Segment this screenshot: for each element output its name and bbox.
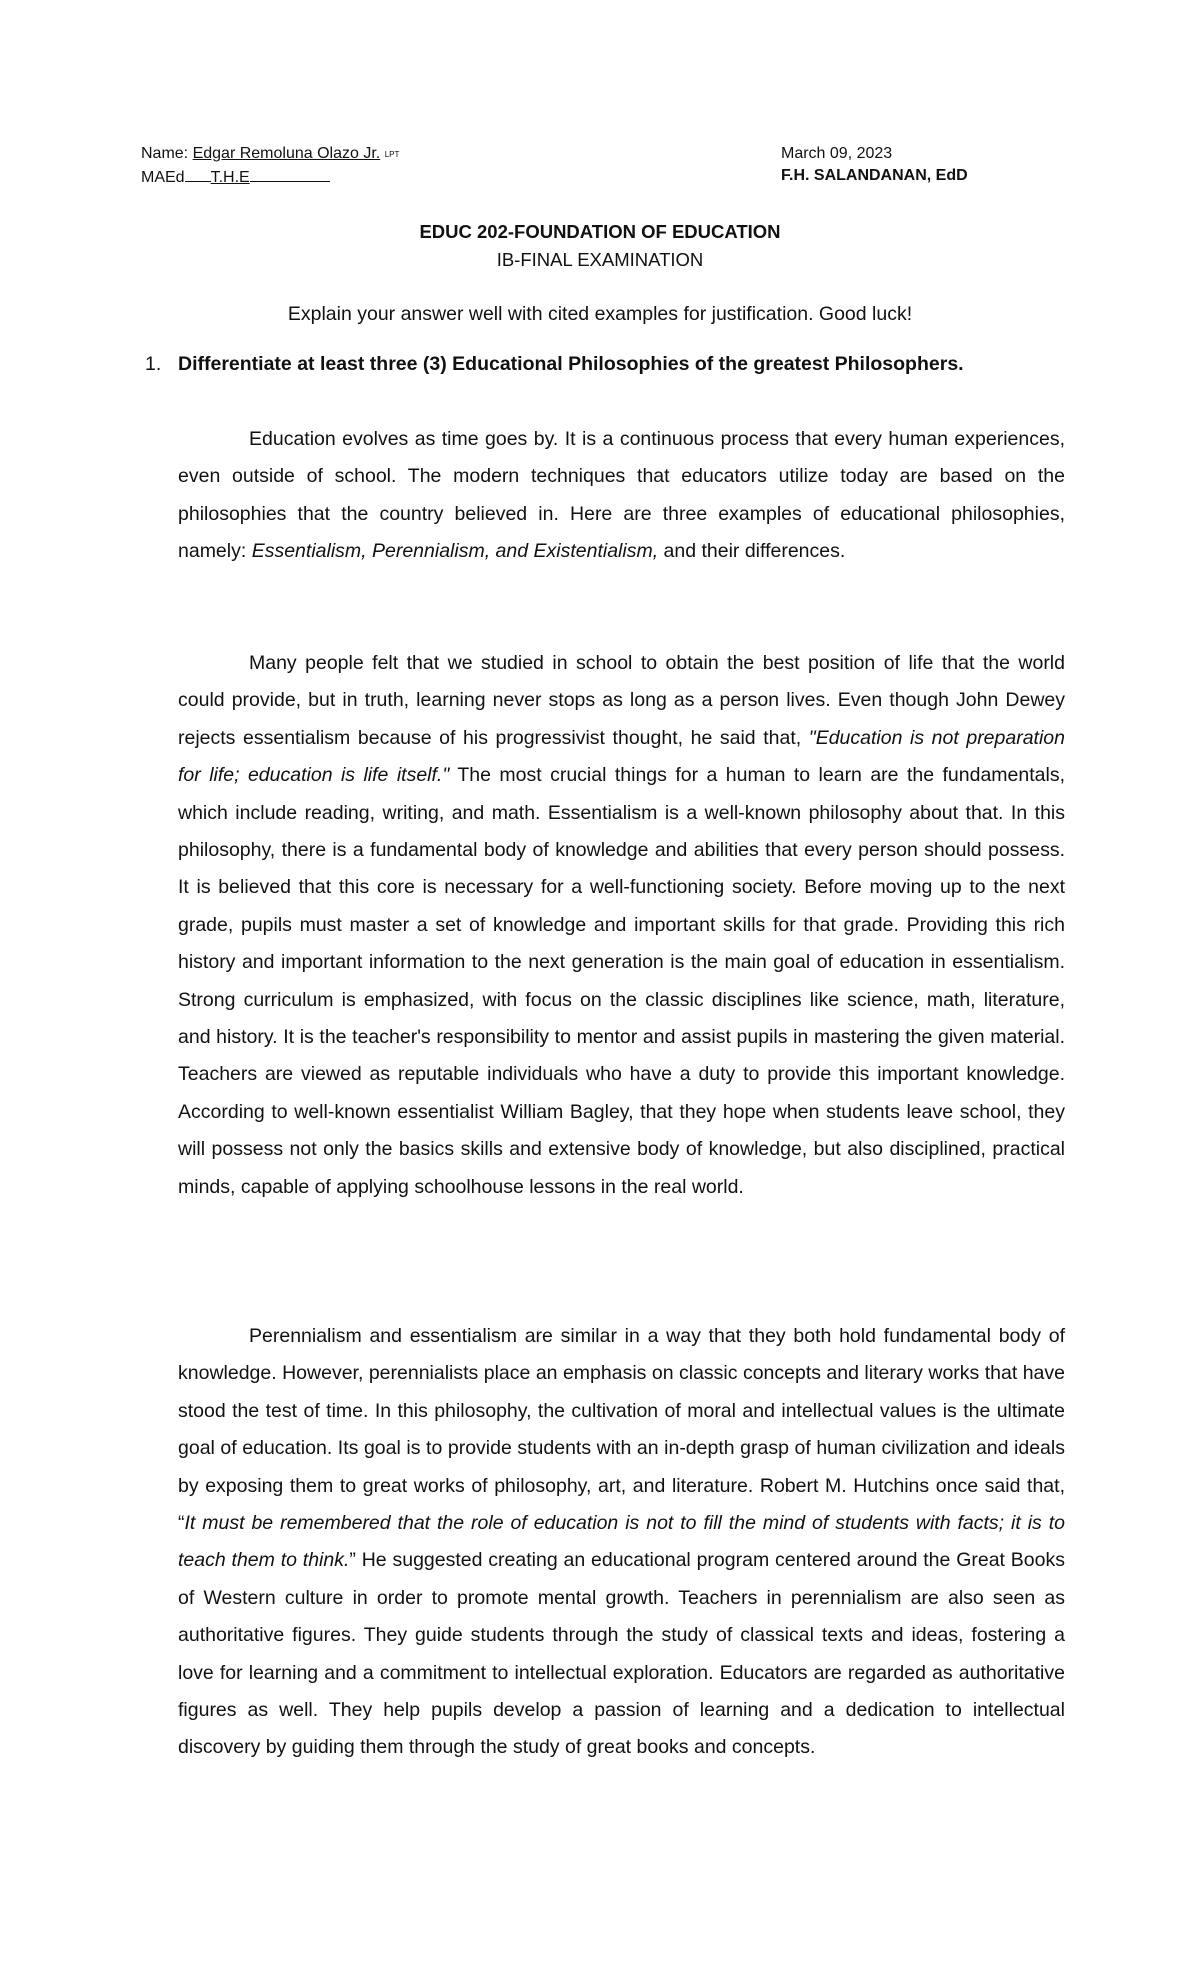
title-block [0,218,1200,274]
exam-title: IB-FINAL EXAMINATION [496,249,704,270]
name-suffix: LPT [384,150,400,159]
exam-info [781,143,968,187]
instructor-name: F.H. SALANDANAN, EdD [781,167,968,184]
question-number: 1. [145,353,162,375]
paragraph-text: Perennialism and essentialism are similar in a way that they both hold fundamental body of knowledge. However, perennialists place an emphasis on classic concepts and literary works that have stood the test of time. In this philosophy, the cultivation of moral and intellectual values is the ultimate goal of education. Its goal is to provide students with an in-depth grasp of human civilization and ideals by exposing them to great works of philosophy, art, and literature. Robert M. Hutchins once said that, “ [178,1325,1065,1535]
underline-blank [250,166,330,182]
answer-paragraph-2 [178,645,1065,1206]
name-label: Name: [141,145,193,162]
question-1 [145,352,978,377]
course-title: EDUC 202-FOUNDATION OF EDUCATION [419,221,781,242]
paragraph-text: The most crucial things for a human to learn are the fundamentals, which include reading, writing, and math. Essentialism is a well-known philosophy about that. In this philosophy, there is a fundamental body of knowledge and abilities that every person should possess. It is believed that this core is necessary for a well-functioning society. Before moving up to the next grade, pupils must master a set of knowledge and important skills for that grade. Providing this rich history and important information to the next generation is the main goal of education in essentialism. Strong curriculum is emphasized, with focus on the classic disciplines like science, math, literature, and history. It is the teacher's responsibility to mentor and assist pupils in mastering the given material. Teachers are viewed as reputable individuals who have a duty to provide this important knowledge. According to well-known essentialist William Bagley, that they hope when students leave school, they will possess not only the basics skills and extensive body of knowledge, but also disciplined, practical minds, capable of applying schoolhouse lessons in the real world. [178,764,1065,1198]
degree-line [141,166,399,189]
quote-dewey: "Education is not preparation for life; education is life itself." [178,726,1065,787]
student-info [141,143,399,189]
degree-label: MAEd [141,169,185,186]
paragraph-text: Many people felt that we studied in school to obtain the best position of life that the world could provide, but in truth, learning never stops as long as a person lives. Even though John Dewey rejects essentialism because of his progressivist thought, he said that, [178,652,1065,749]
answer-paragraph-3 [178,1318,1065,1767]
paragraph-text: Education evolves as time goes by. It is a continuous process that every human experiences, even outside of school. The modern techniques that educators utilize today are based on the philosophies that the country believed in. Here are three examples of educational philosophies, namely: [178,428,1065,563]
underline-blank [185,166,211,182]
quote-hutchins: It must be remembered that the role of education is not to fill the mind of students with facts; it is to teach them to think. [178,1512,1065,1572]
exam-date: March 09, 2023 [781,145,893,162]
student-name: Edgar Remoluna Olazo Jr. [192,145,381,162]
paragraph-italic-text: Essentialism, Perennialism, and Existentialism, [251,540,659,563]
question-text: Differentiate at least three (3) Educational Philosophies of the greatest Philosophers. [178,353,964,375]
paragraph-text: ” He suggested creating an educational program centered around the Great Books of Western culture in order to promote mental growth. Teachers in perennialism are also seen as authoritative figures. They guide students through the study of classical texts and ideas, fostering a love for learning and a commitment to intellectual exploration. Educators are regarded as authoritative figures as well. They help pupils develop a passion of learning and a dedication to intellectual discovery by guiding them through the study of great books and concepts. [178,1549,1065,1759]
answer-paragraph-1 [178,421,1065,571]
instruction-text: Explain your answer well with cited examples for justification. Good luck! [287,303,913,325]
paragraph-text: and their differences. [658,540,846,563]
student-name-line [141,143,399,166]
degree-value: T.H.E [210,169,250,186]
